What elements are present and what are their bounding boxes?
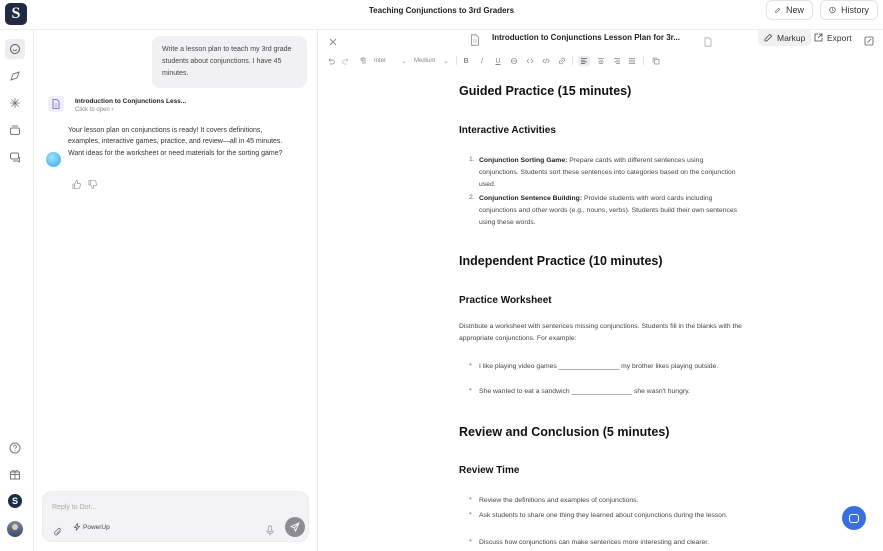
italic-button[interactable]: I xyxy=(481,57,483,65)
microphone-icon xyxy=(265,525,275,536)
user-message: Write a lesson plan to teach my 3rd grade students about conjunctions. I have 45 minutes. xyxy=(152,36,307,88)
align-center-icon xyxy=(597,57,605,65)
align-left-button[interactable] xyxy=(578,56,590,66)
chat-nav-button[interactable] xyxy=(5,39,25,59)
align-left-icon xyxy=(580,57,588,65)
thumbs-down-button[interactable] xyxy=(88,176,98,186)
export-label: Export xyxy=(827,32,852,43)
bullet: • xyxy=(469,536,472,545)
document-panel xyxy=(317,30,883,551)
gift-icon xyxy=(9,468,21,480)
redo-button[interactable] xyxy=(341,56,351,66)
list-item: Conjunction Sorting Game: Prepare cards with different sentences using conjunctions. Students sort these sentences into categories based on the conjunction used. xyxy=(479,157,736,188)
history-button[interactable] xyxy=(820,0,878,20)
microphone-button[interactable] xyxy=(265,523,275,534)
paperclip-icon xyxy=(53,527,63,537)
list-item: Conjunction Sentence Building: Provide students with word cards including conjunctions and other words (e.g., nouns, verbs). Students build their own sentences using these words. xyxy=(479,195,738,226)
thumbs-down-icon xyxy=(88,180,97,189)
code-block-icon xyxy=(542,57,550,65)
list-item: Ask students to share one thing they learned about conjunctions during the lesson. xyxy=(479,512,728,519)
open-editor-button[interactable] xyxy=(864,33,874,43)
file-icon xyxy=(703,37,713,47)
support-chat-button[interactable] xyxy=(842,506,866,530)
top-bar xyxy=(0,0,883,30)
thumbs-up-icon xyxy=(72,180,81,189)
heading-independent-practice: Independent Practice (10 minutes) xyxy=(459,254,663,268)
message-icon xyxy=(9,151,21,163)
user-avatar[interactable] xyxy=(7,521,23,537)
toolbar-divider xyxy=(572,56,573,65)
copy-document-button[interactable] xyxy=(703,34,713,44)
code-button[interactable] xyxy=(525,56,535,66)
thumbs-up-button[interactable] xyxy=(72,176,82,186)
document-card-subtitle: Click to open › xyxy=(75,107,114,113)
close-icon xyxy=(328,37,338,47)
document-card[interactable] xyxy=(48,94,248,118)
copy-icon xyxy=(652,57,660,65)
bullet: • xyxy=(469,385,472,394)
font-select-value: Inter xyxy=(374,58,387,64)
document-icon xyxy=(470,33,480,45)
toolbar-divider xyxy=(456,56,457,65)
strikethrough-icon xyxy=(510,57,518,65)
bold-button[interactable]: B xyxy=(463,57,469,65)
list-number: 1. xyxy=(469,156,475,163)
new-label: New xyxy=(785,5,804,15)
list-number: 2. xyxy=(469,194,475,201)
align-right-icon xyxy=(613,57,621,65)
link-button[interactable] xyxy=(557,56,567,66)
align-justify-icon xyxy=(628,57,636,65)
copy-button[interactable] xyxy=(651,56,661,66)
app-logo[interactable]: S xyxy=(5,3,27,25)
document-icon xyxy=(48,96,64,112)
markup-button[interactable] xyxy=(758,29,811,46)
align-center-button[interactable] xyxy=(596,56,606,66)
heading-practice-worksheet: Practice Worksheet xyxy=(459,295,552,306)
workspace-button[interactable]: S xyxy=(8,494,22,508)
history-label: History xyxy=(840,5,869,15)
reply-composer[interactable] xyxy=(42,491,309,542)
powerup-button[interactable] xyxy=(73,523,110,531)
assistant-avatar xyxy=(46,152,61,167)
conversation-title: Teaching Conjunctions to 3rd Graders xyxy=(368,6,515,15)
explore-nav-button[interactable] xyxy=(8,69,22,83)
help-icon xyxy=(9,442,21,454)
sparkle-nav-button[interactable] xyxy=(8,96,22,110)
paragraph-button[interactable] xyxy=(358,56,368,66)
heading-review-conclusion: Review and Conclusion (5 minutes) xyxy=(459,425,670,439)
toolbar-divider xyxy=(643,56,644,65)
heading-interactive-activities: Interactive Activities xyxy=(459,125,556,136)
compass-icon xyxy=(9,70,21,82)
left-rail xyxy=(0,30,34,551)
list-item: Discuss how conjunctions can make sentences more interesting and clearer. xyxy=(479,539,710,546)
undo-button[interactable] xyxy=(326,56,336,66)
bullet: • xyxy=(469,360,472,369)
reply-input[interactable]: Reply to Dot... xyxy=(52,504,97,511)
close-document-button[interactable] xyxy=(328,34,338,44)
bullet: • xyxy=(469,509,472,518)
size-select-chevron-icon: ⌄ xyxy=(443,58,449,65)
messages-nav-button[interactable] xyxy=(8,150,22,164)
lightning-icon xyxy=(73,523,81,531)
chat-icon xyxy=(9,43,21,55)
sparkle-icon xyxy=(9,97,21,109)
markup-label: Markup xyxy=(777,32,806,43)
gift-button[interactable] xyxy=(8,467,22,481)
heading-guided-practice: Guided Practice (15 minutes) xyxy=(459,84,632,98)
send-button[interactable] xyxy=(285,517,305,537)
underline-button[interactable]: U xyxy=(495,57,501,65)
document-card-title: Introduction to Conjunctions Less... xyxy=(75,98,187,105)
list-item: I like playing video games ________________ my brother likes playing outside. xyxy=(479,363,719,370)
undo-icon xyxy=(327,57,335,65)
chat-panel xyxy=(34,30,317,551)
document-title: Introduction to Conjunctions Lesson Plan for 3r... xyxy=(492,33,681,42)
code-icon xyxy=(526,57,534,65)
send-icon xyxy=(290,522,300,532)
assistant-message: Your lesson plan on conjunctions is ready! It covers definitions, examples, interactive games, practice, and review—all in 45 minutes. Want ideas for the worksheet or need materials for the sorting game? xyxy=(68,127,283,157)
heading-review-time: Review Time xyxy=(459,465,520,476)
chat-bubble-icon xyxy=(849,514,859,523)
worksheet-paragraph: Distribute a worksheet with sentences missing conjunctions. Students fill in the blanks with the appropriate conjunctions. For example: xyxy=(459,323,742,342)
format-toolbar xyxy=(318,52,883,70)
link-icon xyxy=(558,57,566,65)
code-block-button[interactable] xyxy=(541,56,551,66)
document-header xyxy=(318,30,883,50)
clock-icon xyxy=(829,5,836,15)
export-button[interactable] xyxy=(814,29,852,46)
paragraph-icon xyxy=(359,57,367,65)
attach-button[interactable] xyxy=(53,524,63,534)
new-button[interactable] xyxy=(766,0,813,20)
align-right-button[interactable] xyxy=(612,56,622,66)
bullet: • xyxy=(469,494,472,503)
align-justify-button[interactable] xyxy=(627,56,637,66)
help-button[interactable] xyxy=(8,441,22,455)
edit-icon xyxy=(775,5,781,15)
strikethrough-button[interactable] xyxy=(509,56,519,66)
list-item: Review the definitions and examples of conjunctions. xyxy=(479,497,639,504)
edit-square-icon xyxy=(864,36,874,46)
export-icon xyxy=(814,33,823,42)
library-nav-button[interactable] xyxy=(8,123,22,137)
powerup-label: PowerUp xyxy=(83,523,110,531)
archive-icon xyxy=(9,124,21,136)
redo-icon xyxy=(342,57,350,65)
pencil-icon xyxy=(764,33,773,42)
size-select-value: Medium xyxy=(414,58,436,64)
list-item: She wanted to eat a sandwich ________________ she wasn't hungry. xyxy=(479,388,690,395)
font-select-chevron-icon: ⌄ xyxy=(401,58,407,65)
